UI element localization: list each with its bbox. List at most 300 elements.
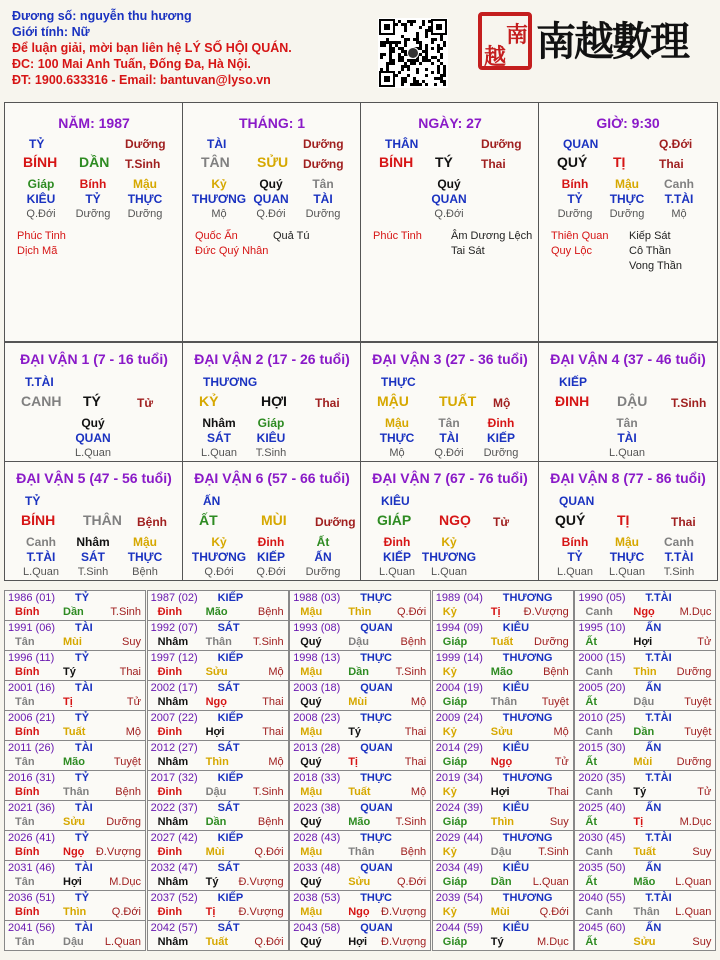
hidden-stem: Kỷ xyxy=(441,535,457,549)
year-branch: Tuất xyxy=(63,726,86,738)
hidden-stage: T.Sinh xyxy=(77,566,109,578)
dai-van-branch: THÂN xyxy=(83,512,122,528)
star-left: Phúc Tinh xyxy=(373,230,422,242)
year-stem: Canh xyxy=(585,726,613,738)
year-cell xyxy=(147,860,289,891)
year-label: 2025 (40) xyxy=(578,802,626,814)
hidden-stage: Mộ xyxy=(671,208,687,220)
year-ten-god: KIÊU xyxy=(502,622,530,634)
hidden-stem: Mậu xyxy=(385,416,409,430)
dai-van-branch: TÝ xyxy=(83,393,101,409)
year-cell xyxy=(432,680,574,711)
dai-van-stage: Thai xyxy=(671,515,696,529)
hidden-stem: Canh xyxy=(664,177,694,191)
hidden-ten-god: QUAN xyxy=(431,192,467,206)
year-stem: Canh xyxy=(585,606,613,618)
hidden-stem: Bính xyxy=(561,177,589,191)
year-label: 2034 (49) xyxy=(435,862,483,874)
hidden-stage: Dưỡng xyxy=(557,208,593,220)
hidden-stage: L.Quan xyxy=(200,447,238,459)
year-ten-god: QUAN xyxy=(360,862,393,874)
year-stage: Mộ xyxy=(410,786,427,798)
year-cell xyxy=(574,800,716,831)
year-branch: Tuất xyxy=(633,846,656,858)
year-cell xyxy=(289,650,431,681)
year-ten-god: THỰC xyxy=(360,712,392,724)
year-stem: Kỷ xyxy=(442,666,457,678)
year-ten-god: ẤN xyxy=(645,922,662,934)
year-branch: Dần xyxy=(633,726,655,738)
year-cell xyxy=(289,620,431,651)
year-stem: Tân xyxy=(15,816,35,828)
year-branch: Mùi xyxy=(490,906,510,918)
hidden-stage: Dưỡng xyxy=(483,447,519,459)
year-stage: Dưỡng xyxy=(676,666,712,678)
year-branch: Hợi xyxy=(205,726,225,738)
year-cell xyxy=(4,650,146,681)
year-stage: Dưỡng xyxy=(106,816,141,828)
hidden-stem: Quý xyxy=(437,177,461,191)
year-stem: Giáp xyxy=(442,816,468,828)
hidden-stem: Tân xyxy=(616,416,638,430)
year-ten-god: THƯƠNG xyxy=(502,832,553,844)
year-stem: Quý xyxy=(300,636,322,648)
pillar-branch: TÝ xyxy=(435,154,453,170)
year-cell xyxy=(574,920,716,951)
year-cell xyxy=(4,920,146,951)
year-label: 2031 (46) xyxy=(8,862,56,874)
year-cell xyxy=(289,890,431,921)
header-line-4: ĐT: 1900.633316 - Email: bantuvan@lyso.vn xyxy=(12,73,271,87)
year-branch: Tý xyxy=(633,786,647,798)
year-label: 2013 (28) xyxy=(293,742,341,754)
year-label: 2028 (43) xyxy=(293,832,341,844)
hidden-stage: L.Quan xyxy=(430,566,468,578)
hidden-stage: Dưỡng xyxy=(75,208,111,220)
year-stage: Bệnh xyxy=(257,606,284,618)
dai-van-5 xyxy=(4,461,184,581)
year-branch: Dậu xyxy=(348,636,369,648)
year-cell xyxy=(574,860,716,891)
year-branch: Mùi xyxy=(633,756,653,768)
year-cell xyxy=(289,680,431,711)
year-ten-god: SÁT xyxy=(217,802,240,814)
year-cell xyxy=(574,740,716,771)
hidden-ten-god: TỶ xyxy=(567,192,583,206)
year-ten-god: TÀI xyxy=(75,922,93,934)
year-label: 2022 (37) xyxy=(150,802,198,814)
dai-van-branch: TỊ xyxy=(617,512,630,528)
hidden-ten-god: T.TÀI xyxy=(26,550,56,564)
year-ten-god: QUAN xyxy=(360,922,393,934)
year-ten-god: ẤN xyxy=(645,682,662,694)
hidden-ten-god: QUAN xyxy=(75,431,111,445)
hidden-ten-god: THỰC xyxy=(379,431,415,445)
year-label: 2014 (29) xyxy=(435,742,483,754)
dai-van-stage: Dưỡng xyxy=(315,515,356,529)
year-stage: Thai xyxy=(404,756,427,768)
year-branch: Dậu xyxy=(490,846,512,858)
year-stem: Quý xyxy=(300,756,322,768)
year-label: 1989 (04) xyxy=(435,592,483,604)
hidden-stem: Đinh xyxy=(383,535,411,549)
year-ten-god: TÀI xyxy=(75,742,93,754)
year-cell xyxy=(574,890,716,921)
year-ten-god: SÁT xyxy=(217,622,240,634)
year-stem: Giáp xyxy=(442,696,468,708)
year-branch: Mão xyxy=(63,756,85,768)
year-cell xyxy=(4,830,146,861)
year-stage: Q.Đới xyxy=(396,606,427,618)
hidden-stem: Giáp xyxy=(27,177,55,191)
year-stage: Tử xyxy=(697,786,712,798)
dai-van-title: ĐẠI VẬN 3 (27 - 36 tuổi) xyxy=(372,351,528,367)
hidden-stem: Quý xyxy=(259,177,283,191)
year-stem: Bính xyxy=(15,726,40,738)
year-ten-god: TỶ xyxy=(75,712,90,724)
year-ten-god: SÁT xyxy=(217,862,240,874)
year-label: 1997 (12) xyxy=(150,652,198,664)
year-branch: Sửu xyxy=(490,726,513,738)
year-stem: Mậu xyxy=(300,666,323,678)
year-branch: Ngọ xyxy=(490,756,513,768)
star-left: Phúc Tinh xyxy=(17,230,66,242)
year-label: 2027 (42) xyxy=(150,832,198,844)
year-stem: Kỷ xyxy=(442,786,457,798)
year-cell xyxy=(289,770,431,801)
star-left: Quy Lộc xyxy=(551,245,592,257)
year-stem: Tân xyxy=(15,876,35,888)
year-stage: Tuyệt xyxy=(684,696,712,708)
year-stage: Thai xyxy=(547,786,569,798)
star-right: Quả Tú xyxy=(273,230,310,242)
year-stem: Tân xyxy=(15,696,35,708)
year-cell xyxy=(432,860,574,891)
year-branch: Hợi xyxy=(63,876,82,888)
year-cell xyxy=(4,860,146,891)
star-right: Kiếp Sát xyxy=(629,230,671,242)
year-stage: L.Quan xyxy=(675,906,712,918)
year-label: 2015 (30) xyxy=(578,742,626,754)
hidden-ten-god: THƯƠNG xyxy=(191,192,247,206)
dai-van-branch: HỢI xyxy=(261,393,287,409)
year-ten-god: T.TÀI xyxy=(645,772,672,784)
year-stem: Tân xyxy=(15,756,35,768)
year-stage: Mộ xyxy=(125,726,141,738)
year-branch: Dần xyxy=(63,606,84,618)
year-stem: Kỷ xyxy=(442,726,457,738)
year-label: 2035 (50) xyxy=(578,862,626,874)
dai-van-ten-god: THỰC xyxy=(381,375,416,389)
year-stage: Bệnh xyxy=(543,666,569,678)
year-cell xyxy=(289,920,431,951)
pillar-stage: Dưỡng xyxy=(481,137,522,151)
year-stem: Kỷ xyxy=(442,846,457,858)
year-stage: Q.Đới xyxy=(111,906,141,918)
year-cell xyxy=(574,680,716,711)
hidden-stem: Mậu xyxy=(615,177,639,191)
pillar-branch-stage: Thai xyxy=(481,157,506,171)
year-stem: Quý xyxy=(300,816,322,828)
year-stage: Bệnh xyxy=(400,636,427,648)
dai-van-title: ĐẠI VẬN 2 (17 - 26 tuổi) xyxy=(194,351,350,367)
year-cell xyxy=(432,740,574,771)
star-right: Cô Thần xyxy=(629,245,671,257)
year-cell xyxy=(147,800,289,831)
hidden-stem: Đinh xyxy=(257,535,285,549)
hidden-ten-god: TÀI xyxy=(617,431,637,445)
dai-van-branch: DẬU xyxy=(617,393,648,409)
year-label: 2006 (21) xyxy=(8,712,56,724)
pillar-stem: TÂN xyxy=(201,154,230,170)
year-ten-god: T.TÀI xyxy=(645,592,672,604)
year-stem: Đinh xyxy=(157,846,183,858)
year-ten-god: THƯƠNG xyxy=(502,772,553,784)
star-left: Đức Quý Nhân xyxy=(195,245,269,257)
hidden-stem: Tân xyxy=(312,177,334,191)
year-ten-god: TỶ xyxy=(75,592,90,604)
year-label: 2037 (52) xyxy=(150,892,198,904)
dai-van-stem: MẬU xyxy=(377,393,409,409)
year-branch: Mão xyxy=(490,666,513,678)
year-ten-god: QUAN xyxy=(360,742,393,754)
year-branch: Ngọ xyxy=(205,696,227,708)
dai-van-8 xyxy=(538,461,718,581)
year-label: 2023 (38) xyxy=(293,802,341,814)
year-cell xyxy=(289,830,431,861)
year-stage: Đ.Vượng xyxy=(95,846,141,858)
year-branch: Sửu xyxy=(348,876,371,888)
year-stage: Mộ xyxy=(268,666,284,678)
year-ten-god: T.TÀI xyxy=(645,892,672,904)
year-ten-god: TÀI xyxy=(75,622,93,634)
year-cell xyxy=(147,650,289,681)
year-branch: Thìn xyxy=(490,816,515,828)
year-stage: T.Sinh xyxy=(395,666,427,678)
year-branch: Sửu xyxy=(205,666,228,678)
year-ten-god: THƯƠNG xyxy=(502,652,553,664)
year-ten-god: SÁT xyxy=(217,922,240,934)
year-stem: Mậu xyxy=(300,906,323,918)
year-cell xyxy=(289,800,431,831)
pillar-branch-stage: Dưỡng xyxy=(303,157,344,171)
year-stage: T.Sinh xyxy=(253,786,284,798)
hidden-stage: Mộ xyxy=(389,447,405,459)
dai-van-2 xyxy=(182,342,362,462)
pillar-title: NGÀY: 27 xyxy=(418,115,482,131)
year-branch: Sửu xyxy=(63,816,86,828)
year-ten-god: T.TÀI xyxy=(645,652,672,664)
hidden-stem: Canh xyxy=(26,535,56,549)
year-label: 2003 (18) xyxy=(293,682,341,694)
star-right: Vong Thần xyxy=(629,260,683,272)
year-branch: Ngọ xyxy=(63,846,85,858)
year-stem: Đinh xyxy=(157,606,183,618)
year-ten-god: KIẾP xyxy=(217,832,244,844)
year-stage: Đ.Vượng xyxy=(381,936,427,948)
hidden-ten-god: TÀI xyxy=(439,431,459,445)
brand-logo: 南越數理 xyxy=(536,18,688,65)
year-ten-god: QUAN xyxy=(360,622,393,634)
year-label: 2039 (54) xyxy=(435,892,483,904)
year-stage: Suy xyxy=(549,816,569,828)
year-branch: Thân xyxy=(348,846,375,858)
hidden-stage: T.Sinh xyxy=(255,447,287,459)
dai-van-stage: Tử xyxy=(493,515,510,529)
hidden-stem: Đinh xyxy=(487,416,515,430)
year-stem: Mậu xyxy=(300,846,323,858)
pillar-branch: SỬU xyxy=(257,154,289,170)
year-stage: Q.Đới xyxy=(254,846,284,858)
year-stage: T.Sinh xyxy=(395,816,427,828)
year-stem: Mậu xyxy=(300,606,323,618)
year-stage: T.Sinh xyxy=(253,636,284,648)
year-cell xyxy=(4,740,146,771)
year-label: 2038 (53) xyxy=(293,892,341,904)
pillar-title: THÁNG: 1 xyxy=(238,115,306,131)
year-branch: Tị xyxy=(633,816,644,828)
year-label: 1987 (02) xyxy=(150,592,198,604)
year-cell xyxy=(574,770,716,801)
dai-van-branch: TUẤT xyxy=(439,393,477,409)
year-cell xyxy=(289,590,431,621)
year-label: 2019 (34) xyxy=(435,772,483,784)
year-cell xyxy=(147,830,289,861)
hidden-ten-god: KIẾP xyxy=(486,431,515,445)
year-label: 1992 (07) xyxy=(150,622,198,634)
pillar-1 xyxy=(182,102,362,342)
year-stage: M.Dục xyxy=(679,606,712,618)
year-ten-god: KIẾP xyxy=(217,592,244,604)
year-branch: Hợi xyxy=(348,936,368,948)
hidden-ten-god: THỰC xyxy=(609,192,645,206)
year-label: 1994 (09) xyxy=(435,622,483,634)
year-stem: Mậu xyxy=(300,786,323,798)
year-branch: Mão xyxy=(205,606,228,618)
year-ten-god: THỰC xyxy=(360,652,392,664)
hidden-ten-god: ẤN xyxy=(314,550,332,564)
year-cell xyxy=(574,650,716,681)
dai-van-1 xyxy=(4,342,184,462)
year-cell xyxy=(432,710,574,741)
year-branch: Mùi xyxy=(348,696,368,708)
year-ten-god: ẤN xyxy=(645,862,662,874)
year-stem: Ất xyxy=(585,696,597,708)
year-stem: Nhâm xyxy=(157,936,189,948)
year-ten-god: THỰC xyxy=(360,892,392,904)
year-cell xyxy=(4,800,146,831)
year-label: 2000 (15) xyxy=(578,652,626,664)
year-branch: Tị xyxy=(205,906,216,918)
hidden-stem: Ất xyxy=(316,535,330,549)
year-stem: Nhâm xyxy=(157,636,189,648)
dai-van-title: ĐẠI VẬN 6 (57 - 66 tuổi) xyxy=(194,470,350,486)
pillar-title: GIỜ: 9:30 xyxy=(596,115,660,131)
hidden-ten-god: THỰC xyxy=(609,550,645,564)
year-label: 1993 (08) xyxy=(293,622,341,634)
dai-van-stem: KỶ xyxy=(199,393,219,409)
hidden-ten-god: T.TÀI xyxy=(664,550,694,564)
year-stem: Ất xyxy=(585,876,597,888)
year-stem: Tân xyxy=(15,936,35,948)
year-ten-god: T.TÀI xyxy=(645,712,672,724)
year-branch: Tý xyxy=(63,666,76,678)
year-cell xyxy=(4,590,146,621)
qr-code-icon xyxy=(378,18,448,88)
year-ten-god: TÀI xyxy=(75,862,93,874)
year-ten-god: SÁT xyxy=(217,682,240,694)
hidden-stem: Mậu xyxy=(133,177,157,191)
year-stem: Kỷ xyxy=(442,606,457,618)
hidden-stage: Q.Đới xyxy=(204,566,234,578)
year-stage: Tử xyxy=(554,756,569,768)
dai-van-stage: T.Sinh xyxy=(671,396,707,410)
year-label: 1999 (14) xyxy=(435,652,483,664)
year-ten-god: THỰC xyxy=(360,772,392,784)
year-label: 2008 (23) xyxy=(293,712,341,724)
year-ten-god: KIÊU xyxy=(502,802,530,814)
year-cell xyxy=(147,890,289,921)
hidden-stage: L.Quan xyxy=(608,566,646,578)
year-stem: Nhâm xyxy=(157,696,189,708)
year-ten-god: KIẾP xyxy=(217,712,244,724)
year-label: 2009 (24) xyxy=(435,712,483,724)
year-stem: Quý xyxy=(300,936,322,948)
year-ten-god: KIÊU xyxy=(502,922,530,934)
year-ten-god: SÁT xyxy=(217,742,240,754)
year-branch: Mão xyxy=(348,816,371,828)
year-ten-god: KIÊU xyxy=(502,742,530,754)
hidden-ten-god: TỶ xyxy=(85,192,101,206)
year-label: 2020 (35) xyxy=(578,772,626,784)
pillar-ten-god: QUAN xyxy=(563,137,599,151)
year-stem: Mậu xyxy=(300,726,323,738)
pillar-stage: Q.Đới xyxy=(659,137,693,151)
hidden-stage: Dưỡng xyxy=(305,566,341,578)
hidden-stage: Dưỡng xyxy=(609,208,645,220)
year-stage: Suy xyxy=(122,636,141,648)
year-branch: Dậu xyxy=(63,936,84,948)
header xyxy=(0,0,720,100)
pillar-stem: BÍNH xyxy=(379,154,414,170)
year-ten-god: QUAN xyxy=(360,682,393,694)
year-stem: Kỷ xyxy=(442,906,457,918)
pillar-0 xyxy=(4,102,184,342)
year-cell xyxy=(432,890,574,921)
year-stage: Q.Đới xyxy=(396,876,427,888)
year-cell xyxy=(147,620,289,651)
hidden-stage: L.Quan xyxy=(378,566,416,578)
star-left: Quốc Ấn xyxy=(195,230,238,242)
year-cell xyxy=(147,680,289,711)
year-stage: Tử xyxy=(126,696,141,708)
hidden-stem: Kỷ xyxy=(211,535,227,549)
year-label: 2004 (19) xyxy=(435,682,483,694)
year-branch: Tuất xyxy=(348,786,371,798)
year-cell xyxy=(4,890,146,921)
hidden-stem: Mậu xyxy=(615,535,639,549)
year-stem: Ất xyxy=(585,636,597,648)
pillar-ten-god: THÂN xyxy=(385,137,419,151)
dai-van-stem: CANH xyxy=(21,393,62,409)
year-stage: Tuyệt xyxy=(113,756,141,768)
dai-van-stem: QUÝ xyxy=(555,512,586,528)
year-cell xyxy=(432,920,574,951)
year-stage: Tử xyxy=(697,636,712,648)
year-cell xyxy=(574,710,716,741)
dai-van-title: ĐẠI VẬN 5 (47 - 56 tuổi) xyxy=(16,470,172,486)
star-left: Dịch Mã xyxy=(17,245,58,257)
